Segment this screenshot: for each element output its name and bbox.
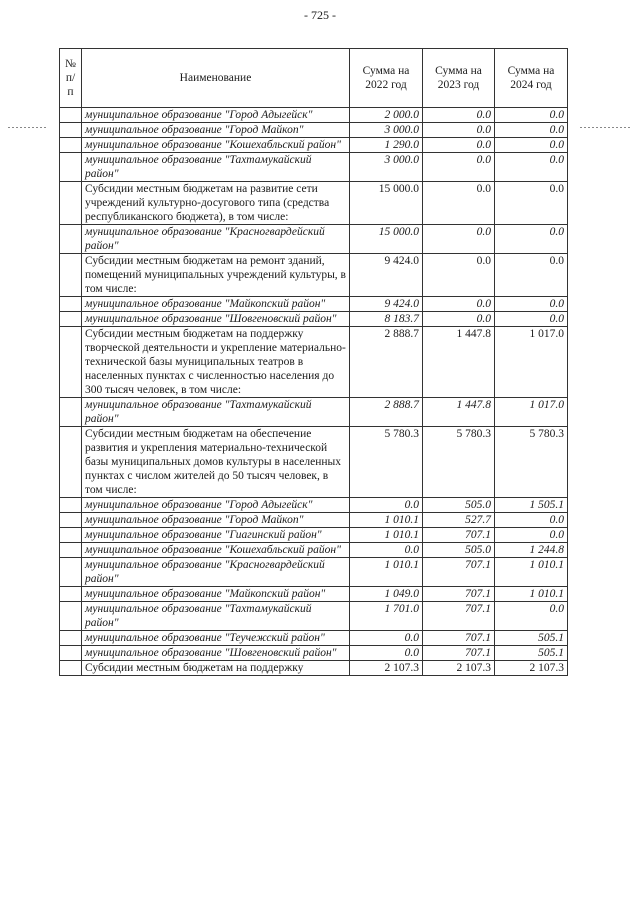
row-sum-2022-cell: 2 000.0 [350,108,423,123]
table-row [60,513,568,528]
row-sum-2023-cell: 1 447.8 [423,327,495,398]
row-sum-2022-cell: 2 107.3 [350,661,423,676]
row-index-cell [60,498,82,513]
row-sum-2022-cell: 0.0 [350,646,423,661]
header-row [60,49,568,108]
row-sum-2024-cell: 0.0 [495,138,568,153]
row-sum-2022-cell: 0.0 [350,498,423,513]
row-index-cell [60,182,82,225]
table-row [60,312,568,327]
row-sum-2022-cell: 15 000.0 [350,182,423,225]
row-sum-2023-cell: 0.0 [423,138,495,153]
row-sum-2024-cell: 0.0 [495,528,568,543]
row-sum-2024-cell: 0.0 [495,312,568,327]
row-sum-2023-cell: 0.0 [423,182,495,225]
row-sum-2023-cell: 5 780.3 [423,427,495,498]
row-sum-2022-cell: 2 888.7 [350,398,423,427]
row-name-cell: муниципальное образование "Город Адыгейск" [82,108,350,123]
row-sum-2023-cell: 0.0 [423,108,495,123]
row-index-cell [60,661,82,676]
row-sum-2023-cell: 505.0 [423,498,495,513]
row-sum-2022-cell: 15 000.0 [350,225,423,254]
row-sum-2023-cell: 707.1 [423,587,495,602]
row-name-cell: муниципальное образование "Шовгеновский район" [82,312,350,327]
row-name-cell: Субсидии местным бюджетам на поддержку творческой деятельности и укрепление материально-технической базы муниципальных театров в населенных пунктах с численностью населения до 300 тысяч человек, в том числе: [82,327,350,398]
table-row [60,123,568,138]
row-name-cell: муниципальное образование "Тахтамукайский район" [82,602,350,631]
row-sum-2022-cell: 2 888.7 [350,327,423,398]
row-index-cell [60,646,82,661]
row-name-cell: муниципальное образование "Кошехабльский район" [82,138,350,153]
row-index-cell [60,108,82,123]
row-index-cell [60,587,82,602]
row-name-cell: муниципальное образование "Город Майкоп" [82,123,350,138]
row-sum-2024-cell: 0.0 [495,513,568,528]
table-row [60,558,568,587]
row-name-cell: муниципальное образование "Майкопский район" [82,297,350,312]
table-row [60,427,568,498]
row-sum-2024-cell: 1 017.0 [495,398,568,427]
row-index-cell [60,254,82,297]
table-row [60,138,568,153]
row-sum-2024-cell: 0.0 [495,108,568,123]
row-sum-2023-cell: 527.7 [423,513,495,528]
row-sum-2024-cell: 0.0 [495,182,568,225]
header-name: Наименование [82,49,350,108]
row-sum-2023-cell: 0.0 [423,153,495,182]
page-number: - 725 - [304,8,336,22]
row-index-cell [60,602,82,631]
row-sum-2022-cell: 9 424.0 [350,254,423,297]
row-name-cell: муниципальное образование "Кошехабльский район" [82,543,350,558]
table-row [60,661,568,676]
row-name-cell: Субсидии местным бюджетам на обеспечение развития и укрепления материально-технической базы муниципальных домов культуры в населенных пунктах с числом жителей до 50 тысяч человек, в том числе: [82,427,350,498]
row-index-cell [60,631,82,646]
table-row [60,398,568,427]
row-index-cell [60,528,82,543]
row-sum-2023-cell: 1 447.8 [423,398,495,427]
row-sum-2024-cell: 505.1 [495,646,568,661]
row-name-cell: муниципальное образование "Красногвардейский район" [82,558,350,587]
header-sum-2022: Сумма на 2022 год [350,49,423,108]
row-index-cell [60,543,82,558]
row-sum-2022-cell: 8 183.7 [350,312,423,327]
table-row [60,327,568,398]
table-row [60,108,568,123]
table-row [60,587,568,602]
row-sum-2023-cell: 0.0 [423,254,495,297]
row-name-cell: муниципальное образование "Майкопский район" [82,587,350,602]
row-sum-2022-cell: 1 010.1 [350,513,423,528]
row-sum-2024-cell: 0.0 [495,602,568,631]
row-index-cell [60,427,82,498]
table-row [60,646,568,661]
table-row [60,498,568,513]
table-row [60,153,568,182]
row-name-cell: муниципальное образование "Красногвардейский район" [82,225,350,254]
row-sum-2022-cell: 1 010.1 [350,558,423,587]
row-name-cell: муниципальное образование "Тахтамукайский район" [82,398,350,427]
row-index-cell [60,153,82,182]
row-sum-2024-cell: 1 505.1 [495,498,568,513]
scan-artifact-left [8,127,48,128]
row-name-cell: муниципальное образование "Гиагинский район" [82,528,350,543]
row-sum-2024-cell: 505.1 [495,631,568,646]
table-row [60,182,568,225]
row-sum-2024-cell: 0.0 [495,123,568,138]
row-sum-2022-cell: 3 000.0 [350,123,423,138]
row-sum-2022-cell: 0.0 [350,543,423,558]
row-sum-2024-cell: 1 017.0 [495,327,568,398]
row-name-cell: муниципальное образование "Город Адыгейск" [82,498,350,513]
row-sum-2023-cell: 707.1 [423,631,495,646]
row-sum-2023-cell: 707.1 [423,528,495,543]
row-sum-2023-cell: 505.0 [423,543,495,558]
row-sum-2023-cell: 707.1 [423,558,495,587]
header-sum-2023: Сумма на 2023 год [423,49,495,108]
budget-table [59,48,568,676]
row-sum-2023-cell: 707.1 [423,646,495,661]
row-index-cell [60,312,82,327]
row-index-cell [60,558,82,587]
row-name-cell: муниципальное образование "Город Майкоп" [82,513,350,528]
row-sum-2022-cell: 1 049.0 [350,587,423,602]
row-index-cell [60,398,82,427]
table-row [60,602,568,631]
table-row [60,543,568,558]
table-row [60,254,568,297]
row-sum-2024-cell: 5 780.3 [495,427,568,498]
row-sum-2022-cell: 1 010.1 [350,528,423,543]
row-sum-2024-cell: 1 010.1 [495,587,568,602]
table-row [60,528,568,543]
row-sum-2022-cell: 9 424.0 [350,297,423,312]
row-sum-2023-cell: 0.0 [423,312,495,327]
row-sum-2023-cell: 0.0 [423,225,495,254]
table-row [60,297,568,312]
row-index-cell [60,123,82,138]
row-sum-2023-cell: 707.1 [423,602,495,631]
row-sum-2022-cell: 1 290.0 [350,138,423,153]
row-sum-2022-cell: 5 780.3 [350,427,423,498]
row-name-cell: Субсидии местным бюджетам на развитие сети учреждений культурно-досугового типа (средства республиканского бюджета), в том числе: [82,182,350,225]
row-name-cell: муниципальное образование "Шовгеновский район" [82,646,350,661]
header-sum-2024: Сумма на 2024 год [495,49,568,108]
row-sum-2024-cell: 0.0 [495,225,568,254]
scan-artifact-right [580,127,630,128]
row-index-cell [60,297,82,312]
row-sum-2024-cell: 0.0 [495,153,568,182]
row-index-cell [60,138,82,153]
row-name-cell: Субсидии местным бюджетам на поддержку [82,661,350,676]
table-row [60,631,568,646]
row-sum-2022-cell: 0.0 [350,631,423,646]
row-sum-2024-cell: 1 010.1 [495,558,568,587]
row-sum-2022-cell: 1 701.0 [350,602,423,631]
row-sum-2024-cell: 0.0 [495,254,568,297]
row-index-cell [60,513,82,528]
header-index: № п/п [60,49,82,108]
row-index-cell [60,225,82,254]
row-sum-2023-cell: 0.0 [423,297,495,312]
row-name-cell: Субсидии местным бюджетам на ремонт зданий, помещений муниципальных учреждений культуры, в том числе: [82,254,350,297]
row-index-cell [60,327,82,398]
row-name-cell: муниципальное образование "Теучежский район" [82,631,350,646]
row-sum-2024-cell: 2 107.3 [495,661,568,676]
row-sum-2022-cell: 3 000.0 [350,153,423,182]
row-sum-2024-cell: 1 244.8 [495,543,568,558]
row-sum-2023-cell: 2 107.3 [423,661,495,676]
row-name-cell: муниципальное образование "Тахтамукайский район" [82,153,350,182]
row-sum-2024-cell: 0.0 [495,297,568,312]
row-sum-2023-cell: 0.0 [423,123,495,138]
table-row [60,225,568,254]
